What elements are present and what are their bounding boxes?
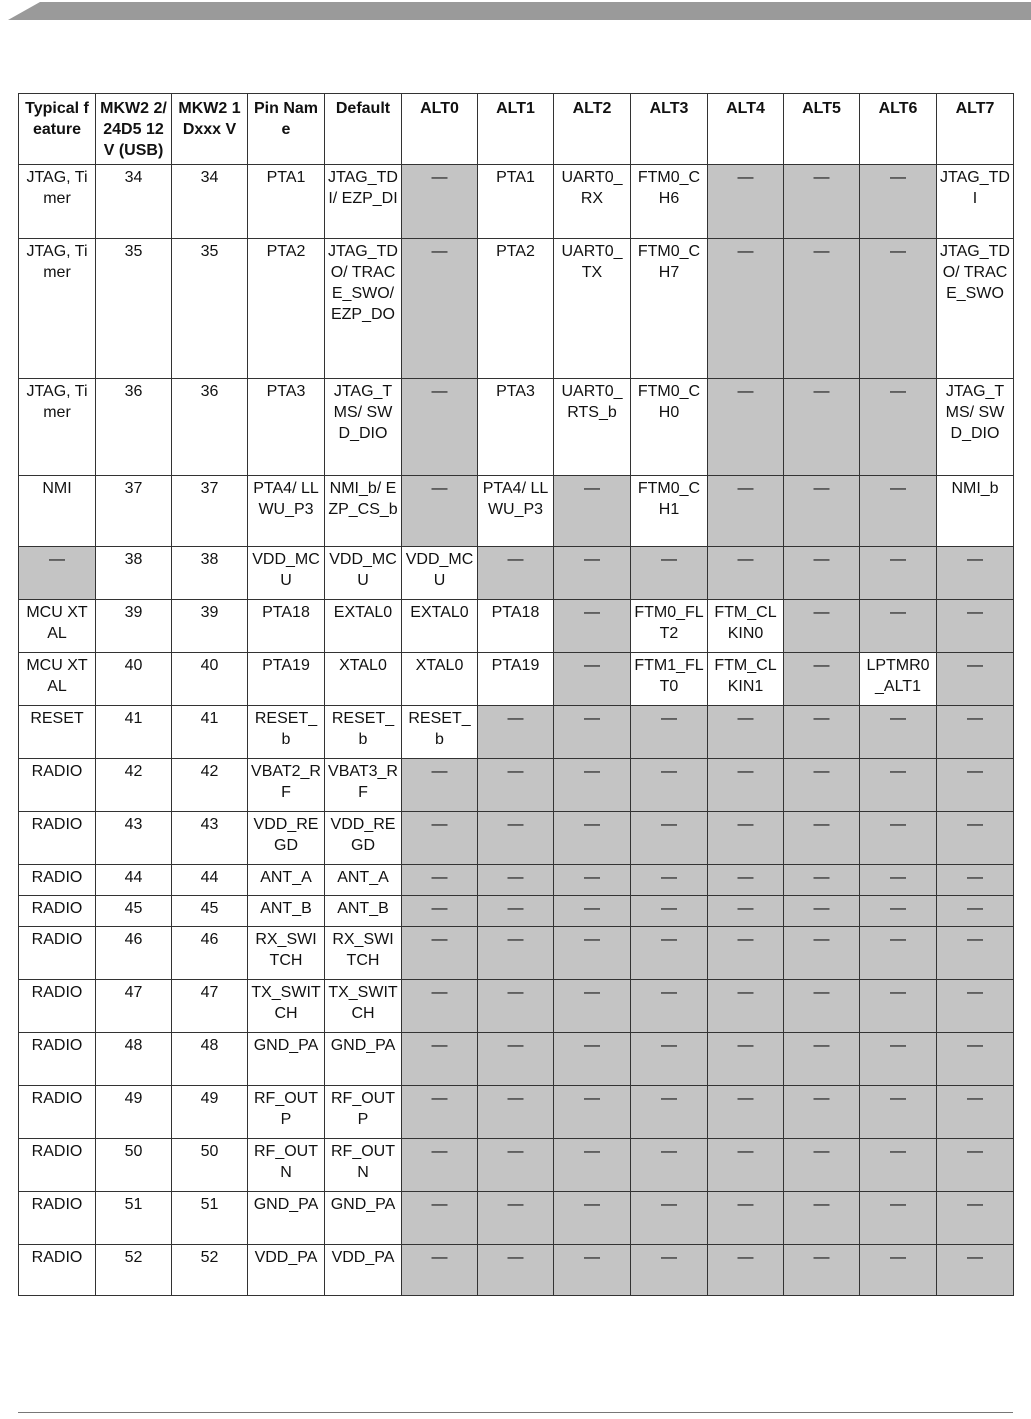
table-cell: — [554,759,631,812]
table-cell: 38 [172,547,248,600]
table-cell: — [708,379,784,476]
table-cell: 50 [172,1139,248,1192]
table-cell: — [554,1033,631,1086]
table-cell: — [860,547,937,600]
table-cell: 40 [172,653,248,706]
table-cell: — [937,1192,1014,1245]
table-cell: 39 [172,600,248,653]
table-cell: RF_OUTP [325,1086,402,1139]
table-cell: — [554,812,631,865]
table-cell: — [402,896,478,927]
table-cell: JTAG, Timer [19,379,96,476]
table-cell: — [631,706,708,759]
table-cell: — [631,1192,708,1245]
table-cell: — [631,1033,708,1086]
col-header-alt4: ALT4 [708,94,784,165]
table-cell: — [937,759,1014,812]
table-row [19,600,1014,653]
table-cell: JTAG_TDO/ TRACE_SWO/ EZP_DO [325,239,402,379]
table-cell: 52 [172,1245,248,1296]
table-cell: 44 [96,865,172,896]
table-cell: JTAG, Timer [19,165,96,239]
table-cell: — [554,1139,631,1192]
table-cell: GND_PA [248,1033,325,1086]
table-cell: MCU XTAL [19,600,96,653]
table-cell: — [478,927,554,980]
table-cell: 34 [172,165,248,239]
table-row [19,653,1014,706]
table-cell: PTA3 [248,379,325,476]
table-cell: 41 [96,706,172,759]
table-cell: 51 [96,1192,172,1245]
table-cell: 52 [96,1245,172,1296]
table-cell: — [631,896,708,927]
table-cell: — [19,547,96,600]
table-cell: — [937,1245,1014,1296]
table-cell: RADIO [19,927,96,980]
pin-table-body [19,165,1014,1296]
table-cell: — [937,1033,1014,1086]
table-cell: 42 [96,759,172,812]
table-cell: ANT_B [325,896,402,927]
table-cell: GND_PA [325,1033,402,1086]
table-cell: 41 [172,706,248,759]
table-cell: RADIO [19,759,96,812]
table-cell: — [784,980,860,1033]
table-cell: — [631,1139,708,1192]
table-cell: — [937,980,1014,1033]
table-cell: — [860,476,937,547]
table-cell: — [554,600,631,653]
table-cell: VDD_PA [325,1245,402,1296]
col-header-pin-name: Pin Name [248,94,325,165]
table-cell: — [784,547,860,600]
table-cell: — [708,1192,784,1245]
table-cell: UART0_RTS_b [554,379,631,476]
table-cell: — [478,896,554,927]
table-cell: — [708,980,784,1033]
table-cell: PTA1 [478,165,554,239]
table-cell: — [784,812,860,865]
table-cell: — [478,980,554,1033]
table-cell: RADIO [19,980,96,1033]
table-cell: — [784,1139,860,1192]
table-cell: — [860,1086,937,1139]
table-cell: FTM0_CH7 [631,239,708,379]
table-cell: — [554,653,631,706]
table-cell: — [402,239,478,379]
table-cell: — [784,1086,860,1139]
table-cell: — [478,1139,554,1192]
table-cell: — [478,1245,554,1296]
table-cell: — [478,706,554,759]
table-row [19,239,1014,379]
col-header-alt6: ALT6 [860,94,937,165]
table-cell: — [631,927,708,980]
table-cell: — [554,865,631,896]
table-cell: XTAL0 [402,653,478,706]
table-row [19,379,1014,476]
table-cell: — [402,165,478,239]
table-cell: — [860,1033,937,1086]
table-cell: VDD_REGD [248,812,325,865]
table-cell: — [937,706,1014,759]
table-cell: — [708,547,784,600]
table-cell: 45 [172,896,248,927]
table-cell: — [784,379,860,476]
table-cell: — [631,547,708,600]
table-cell: — [708,165,784,239]
table-cell: — [937,600,1014,653]
table-cell: PTA4/ LLWU_P3 [478,476,554,547]
table-cell: — [784,1033,860,1086]
table-cell: — [708,1245,784,1296]
table-row [19,865,1014,896]
table-cell: RESET [19,706,96,759]
table-cell: PTA2 [248,239,325,379]
table-cell: — [784,927,860,980]
table-cell: JTAG_TMS/ SWD_DIO [325,379,402,476]
table-cell: — [784,1192,860,1245]
table-cell: 43 [96,812,172,865]
table-cell: — [554,896,631,927]
table-cell: — [860,379,937,476]
table-cell: — [708,239,784,379]
pin-table [18,93,1014,1296]
table-row [19,1245,1014,1296]
table-cell: PTA19 [248,653,325,706]
table-cell: — [784,476,860,547]
table-cell: 36 [96,379,172,476]
table-cell: — [631,1245,708,1296]
table-cell: RADIO [19,1245,96,1296]
table-cell: — [860,165,937,239]
table-cell: FTM_CLKIN0 [708,600,784,653]
table-cell: — [554,1086,631,1139]
table-cell: — [478,1033,554,1086]
table-cell: — [784,600,860,653]
table-cell: 45 [96,896,172,927]
table-cell: UART0_TX [554,239,631,379]
table-cell: JTAG_TMS/ SWD_DIO [937,379,1014,476]
table-cell: — [402,1139,478,1192]
table-cell: RADIO [19,865,96,896]
table-cell: TX_SWITCH [248,980,325,1033]
col-header-alt3: ALT3 [631,94,708,165]
table-cell: 51 [172,1192,248,1245]
table-cell: 40 [96,653,172,706]
table-cell: — [554,1192,631,1245]
table-cell: RADIO [19,896,96,927]
table-row [19,1033,1014,1086]
table-cell: RADIO [19,1033,96,1086]
table-cell: — [631,980,708,1033]
table-cell: 38 [96,547,172,600]
table-cell: 47 [96,980,172,1033]
table-cell: PTA18 [478,600,554,653]
table-cell: VDD_MCU [325,547,402,600]
table-cell: — [402,865,478,896]
table-cell: — [708,1086,784,1139]
table-cell: — [937,812,1014,865]
table-cell: MCU XTAL [19,653,96,706]
table-cell: — [937,1139,1014,1192]
table-cell: TX_SWITCH [325,980,402,1033]
table-cell: PTA18 [248,600,325,653]
table-cell: RESET_b [248,706,325,759]
table-cell: ANT_A [248,865,325,896]
table-row [19,759,1014,812]
table-cell: GND_PA [248,1192,325,1245]
col-header-mkw22: MKW2 2/24D5 12V (USB) [96,94,172,165]
table-cell: NMI_b/ EZP_CS_b [325,476,402,547]
table-cell: VBAT3_RF [325,759,402,812]
table-cell: — [631,1086,708,1139]
table-cell: 47 [172,980,248,1033]
table-cell: 34 [96,165,172,239]
col-header-mkw21: MKW2 1Dxxx V [172,94,248,165]
table-cell: VDD_REGD [325,812,402,865]
table-cell: 48 [96,1033,172,1086]
table-cell: JTAG_TDO/ TRACE_SWO [937,239,1014,379]
table-cell: — [402,812,478,865]
table-cell: — [708,865,784,896]
table-cell: PTA4/ LLWU_P3 [248,476,325,547]
table-cell: RF_OUTN [248,1139,325,1192]
table-cell: RADIO [19,1139,96,1192]
footer-rule [18,1412,1013,1413]
table-cell: — [554,1245,631,1296]
table-cell: GND_PA [325,1192,402,1245]
table-cell: — [860,1192,937,1245]
header-banner-shape [8,2,1031,20]
table-cell: — [708,927,784,980]
table-cell: 46 [172,927,248,980]
table-cell: RF_OUTP [248,1086,325,1139]
table-cell: — [478,1192,554,1245]
table-cell: PTA3 [478,379,554,476]
table-cell: — [784,759,860,812]
table-cell: — [860,865,937,896]
col-header-alt2: ALT2 [554,94,631,165]
table-row [19,1086,1014,1139]
table-cell: — [860,980,937,1033]
table-cell: — [937,896,1014,927]
table-cell: UART0_RX [554,165,631,239]
table-cell: 42 [172,759,248,812]
table-cell: FTM0_CH6 [631,165,708,239]
table-cell: — [631,759,708,812]
table-cell: 35 [96,239,172,379]
table-cell: EXTAL0 [402,600,478,653]
table-cell: — [554,476,631,547]
header-banner [0,0,1031,22]
table-cell: — [478,759,554,812]
table-cell: — [554,547,631,600]
table-cell: FTM1_FLT0 [631,653,708,706]
table-cell: VDD_PA [248,1245,325,1296]
table-row [19,547,1014,600]
table-cell: — [860,896,937,927]
table-cell: — [937,927,1014,980]
col-header-alt5: ALT5 [784,94,860,165]
table-cell: — [860,759,937,812]
table-cell: RX_SWITCH [325,927,402,980]
table-cell: — [478,547,554,600]
table-cell: RF_OUTN [325,1139,402,1192]
table-cell: PTA1 [248,165,325,239]
col-header-alt0: ALT0 [402,94,478,165]
col-header-alt7: ALT7 [937,94,1014,165]
table-row [19,812,1014,865]
table-cell: RESET_b [325,706,402,759]
table-cell: — [554,706,631,759]
col-header-typical-feature: Typical feature [19,94,96,165]
table-cell: FTM0_CH1 [631,476,708,547]
table-cell: PTA2 [478,239,554,379]
table-cell: — [784,865,860,896]
table-cell: — [860,927,937,980]
table-cell: NMI [19,476,96,547]
table-cell: 49 [96,1086,172,1139]
table-cell: — [402,980,478,1033]
table-cell: EXTAL0 [325,600,402,653]
table-cell: — [708,759,784,812]
table-cell: — [402,379,478,476]
table-cell: — [860,239,937,379]
table-cell: — [402,1192,478,1245]
table-row [19,1192,1014,1245]
table-cell: — [554,927,631,980]
table-cell: — [784,653,860,706]
table-cell: — [937,653,1014,706]
table-cell: 36 [172,379,248,476]
table-cell: XTAL0 [325,653,402,706]
table-cell: RADIO [19,1192,96,1245]
table-cell: — [402,1245,478,1296]
table-row [19,896,1014,927]
table-cell: — [478,1086,554,1139]
table-cell: — [708,896,784,927]
table-cell: VDD_MCU [402,547,478,600]
table-row [19,476,1014,547]
table-cell: 37 [96,476,172,547]
table-cell: RADIO [19,1086,96,1139]
table-cell: — [631,812,708,865]
table-cell: RX_SWITCH [248,927,325,980]
table-cell: VBAT2_RF [248,759,325,812]
table-cell: — [784,239,860,379]
table-cell: 37 [172,476,248,547]
table-cell: — [784,165,860,239]
table-cell: — [402,1033,478,1086]
table-row [19,165,1014,239]
table-cell: — [708,476,784,547]
table-cell: FTM0_CH0 [631,379,708,476]
table-cell: — [708,1139,784,1192]
table-row [19,706,1014,759]
table-cell: — [402,476,478,547]
table-cell: 46 [96,927,172,980]
table-cell: RESET_b [402,706,478,759]
table-cell: — [784,706,860,759]
table-cell: — [860,600,937,653]
col-header-default: Default [325,94,402,165]
table-cell: 50 [96,1139,172,1192]
table-cell: — [860,1139,937,1192]
table-cell: VDD_MCU [248,547,325,600]
table-row [19,927,1014,980]
table-cell: — [554,980,631,1033]
table-cell: FTM0_FLT2 [631,600,708,653]
table-cell: 49 [172,1086,248,1139]
table-cell: — [708,1033,784,1086]
table-row [19,980,1014,1033]
table-cell: ANT_A [325,865,402,896]
table-cell: — [708,812,784,865]
table-cell: 43 [172,812,248,865]
table-cell: — [631,865,708,896]
table-cell: JTAG_TDI [937,165,1014,239]
table-cell: — [708,706,784,759]
table-cell: — [478,865,554,896]
table-cell: JTAG_TDI/ EZP_DI [325,165,402,239]
table-cell: ANT_B [248,896,325,927]
table-cell: FTM_CLKIN1 [708,653,784,706]
table-cell: — [402,927,478,980]
table-cell: — [937,865,1014,896]
table-cell: 39 [96,600,172,653]
table-cell: PTA19 [478,653,554,706]
table-cell: — [937,1086,1014,1139]
table-cell: — [860,1245,937,1296]
table-cell: — [937,547,1014,600]
table-cell: — [478,812,554,865]
table-cell: LPTMR0_ALT1 [860,653,937,706]
col-header-alt1: ALT1 [478,94,554,165]
table-cell: — [784,1245,860,1296]
table-cell: RADIO [19,812,96,865]
header-row [19,94,1014,165]
table-cell: 35 [172,239,248,379]
table-cell: NMI_b [937,476,1014,547]
table-cell: — [860,812,937,865]
table-cell: — [784,896,860,927]
table-cell: — [402,1086,478,1139]
table-cell: — [402,759,478,812]
table-cell: — [860,706,937,759]
table-row [19,1139,1014,1192]
table-cell: JTAG, Timer [19,239,96,379]
table-cell: 48 [172,1033,248,1086]
table-cell: 44 [172,865,248,896]
